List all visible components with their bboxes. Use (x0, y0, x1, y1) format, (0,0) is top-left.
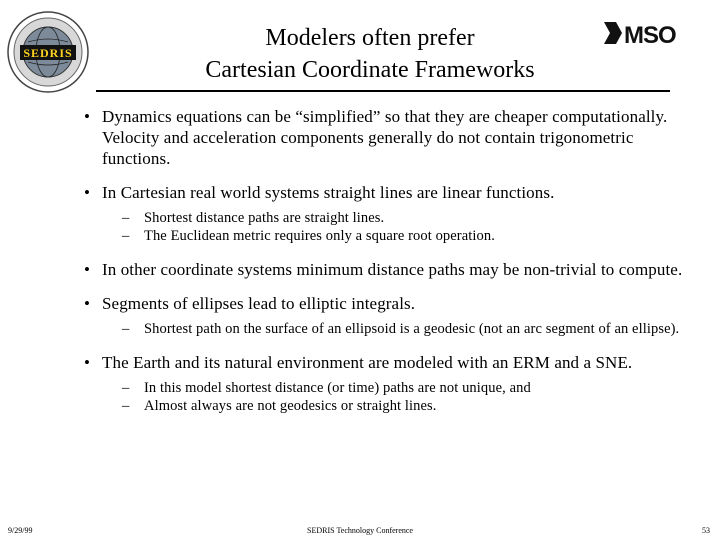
bullet-item (84, 352, 684, 415)
sub-text: Almost always are not geodesics or straight lines. (144, 398, 437, 414)
svg-text:SEDRIS: SEDRIS (23, 46, 73, 60)
sub-list (102, 379, 684, 415)
bullet-text: In other coordinate systems minimum distance paths may be non-trivial to compute. (102, 260, 683, 279)
dash-icon: – (122, 321, 130, 337)
bullet-dot-icon: • (84, 107, 91, 126)
sub-text: In this model shortest distance (or time) paths are not unique, and (144, 380, 531, 396)
slide-title (120, 22, 620, 86)
footer-conference: SEDRIS Technology Conference (307, 526, 413, 535)
dash-icon: – (122, 380, 130, 396)
bullet-item (84, 106, 684, 169)
sub-text: The Euclidean metric requires only a square root operation. (144, 228, 495, 244)
dash-icon: – (122, 398, 130, 414)
bullet-dot-icon: • (84, 183, 91, 202)
bullet-text: Segments of ellipses lead to elliptic integrals. (102, 294, 416, 313)
sub-item (122, 227, 684, 245)
footer-date: 9/29/99 (8, 526, 33, 535)
bullet-item (84, 182, 684, 245)
title-line-2: Cartesian Coordinate Frameworks (205, 57, 535, 83)
sub-item (122, 397, 684, 415)
dash-icon: – (122, 228, 130, 244)
title-line-1: Modelers often prefer (265, 25, 475, 51)
bullet-item (84, 259, 684, 280)
title-rule (96, 90, 670, 92)
sub-list (102, 209, 684, 245)
sub-item (122, 379, 684, 397)
bullet-item (84, 293, 684, 338)
dmso-logo (604, 18, 702, 48)
svg-text:MSO: MSO (624, 22, 676, 48)
sub-text: Shortest distance paths are straight lines. (144, 210, 385, 226)
footer-page-number: 53 (702, 526, 710, 535)
sedris-logo (6, 10, 90, 94)
bullet-dot-icon: • (84, 353, 91, 372)
bullet-text: The Earth and its natural environment are modeled with an ERM and a SNE. (102, 353, 633, 372)
dash-icon: – (122, 210, 130, 226)
bullet-dot-icon: • (84, 260, 91, 279)
bullet-list (84, 106, 684, 415)
bullet-dot-icon: • (84, 294, 91, 313)
bullet-text: Dynamics equations can be “simplified” so that they are cheaper computationally. Velocity and acceleration components generally do not contain trigonometric functions. (102, 107, 668, 168)
sub-text: Shortest path on the surface of an ellipsoid is a geodesic (not an arc segment of an ellipse). (144, 321, 680, 337)
bullet-text: In Cartesian real world systems straight lines are linear functions. (102, 183, 555, 202)
sub-item (122, 320, 684, 338)
sub-item (122, 209, 684, 227)
sub-list (102, 320, 684, 338)
